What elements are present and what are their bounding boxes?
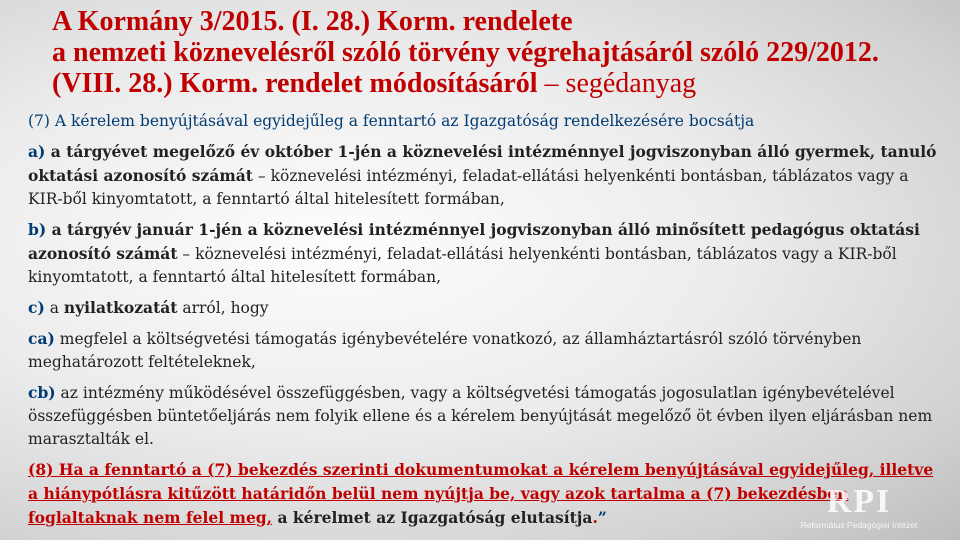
item-c-pre: a [44, 299, 64, 317]
logo-mark: RPI [826, 483, 892, 520]
item-c-bold: nyilatkozatát [63, 298, 178, 317]
rpi-logo [784, 484, 934, 530]
item-b-bold: a tárgyév január 1-jén a köznevelési intézménnyel jogviszonyban álló minősített pedagógus oktatási azonosító számát [28, 220, 920, 263]
title-line-3-plain: – segédanyag [537, 68, 697, 99]
paragraph-8-red: (8) Ha a fenntartó a (7) bekezdés szerinti dokumentumokat a kérelem benyújtásával egyidejűleg, illetve a hiánypótlásra kitűzött határidőn belül nem nyújtja be, vagy azok tartalma a (7) bekezdésben foglaltaknak nem felel meg, [28, 460, 934, 527]
logo-subtitle: Református Pedagógiai Intézet [800, 520, 918, 530]
item-a [28, 140, 944, 211]
title-line-1: A Kormány 3/2015. (I. 28.) Korm. rendelete [52, 6, 573, 37]
item-cb-marker: cb) [28, 383, 56, 402]
closing-quote: ” [597, 508, 607, 527]
slide-title [52, 6, 932, 99]
paragraph-7: (7) A kérelem benyújtásával egyidejűleg a fenntartó az Igazgatóság rendelkezésére bocsátja [28, 112, 755, 130]
slide-body [28, 110, 944, 537]
item-ca [28, 327, 944, 374]
item-cb [28, 381, 944, 451]
item-a-bold: a tárgyévet megelőző év október 1-jén a köznevelési intézménnyel jogviszonyban álló gyermek, tanuló oktatási azonosító számát [28, 142, 937, 185]
paragraph-8-end: . [592, 508, 598, 527]
item-c-marker: c) [28, 298, 45, 317]
item-a-marker: a) [28, 142, 46, 161]
title-line-2: a nemzeti köznevelésről szóló törvény végrehajtásáról szóló 229/2012. [52, 37, 879, 68]
item-b-rest: – köznevelési intézményi, feladat-ellátási helyenkénti bontásban, táblázatos vagy a KIR-ből kinyomtatott, a fenntartó által hitelesített formában, [28, 245, 897, 286]
item-c-rest: arról, hogy [177, 299, 269, 317]
item-cb-text: az intézmény működésével összefüggésben, vagy a költségvetési támogatás jogosulatlan igénybevételével összefüggésben büntetőeljárás nem folyik ellene és a kérelem benyújtását megelőző öt évben ilyen eljárásban nem marasztalták el. [28, 384, 933, 448]
title-line-3 [52, 68, 932, 99]
item-c [28, 296, 944, 320]
item-b-marker: b) [28, 220, 47, 239]
paragraph-8-black: a kérelmet az Igazgatóság elutasítja [272, 508, 593, 527]
item-b [28, 218, 944, 289]
item-ca-marker: ca) [28, 329, 55, 348]
item-a-rest: – köznevelési intézményi, feladat-ellátási helyenkénti bontásban, táblázatos vagy a KIR-ből kinyomtatott, a fenntartó által hitelesített formában, [28, 167, 909, 208]
title-line-3-bold: (VIII. 28.) Korm. rendelet módosításáról [52, 68, 538, 99]
item-ca-text: megfelel a költségvetési támogatás igénybevételére vonatkozó, az államháztartásról szóló törvényben meghatározott feltételeknek, [28, 330, 862, 371]
